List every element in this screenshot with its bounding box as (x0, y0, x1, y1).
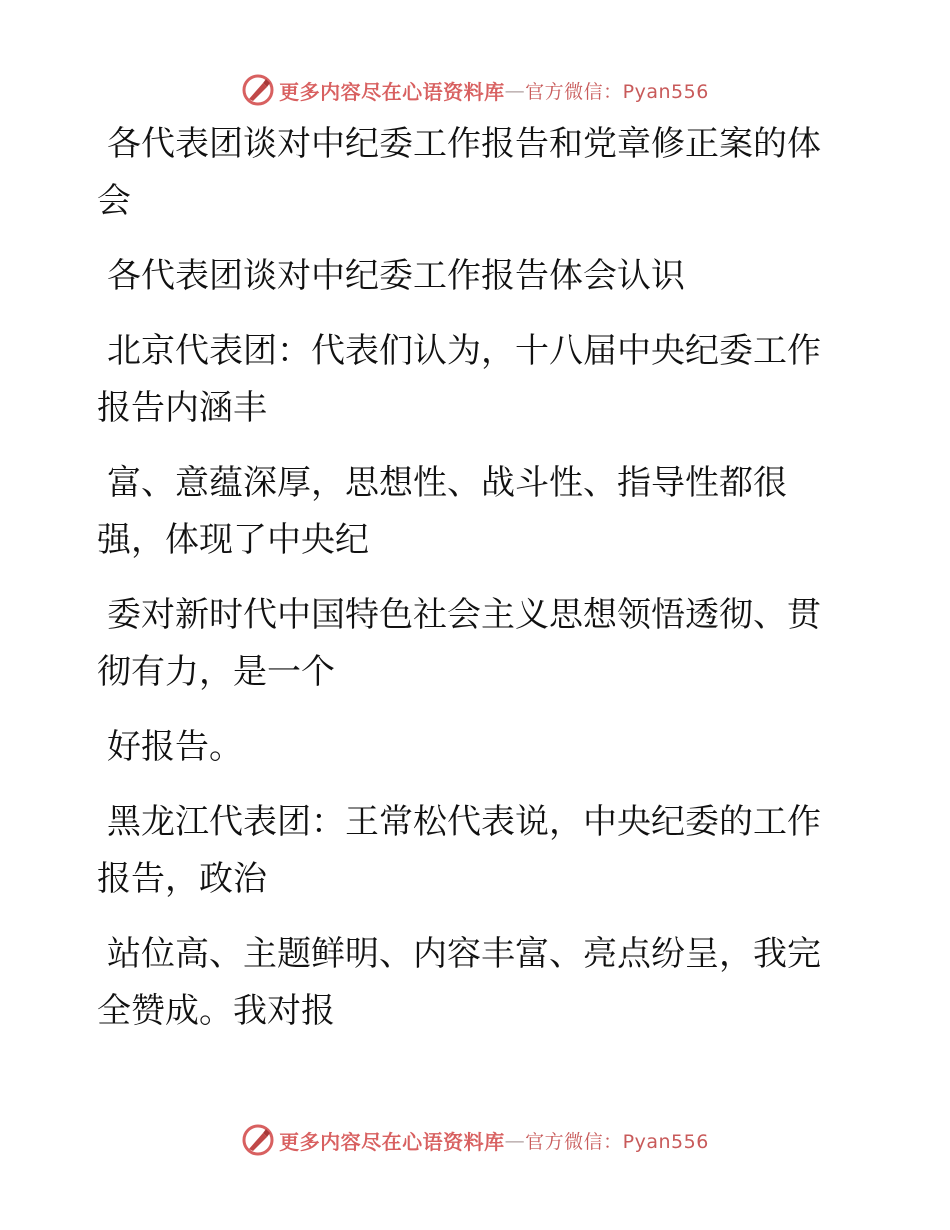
paragraph: 委对新时代中国特色社会主义思想领悟透彻、贯彻有力，是一个 (97, 595, 821, 692)
paragraph-title: 各代表团谈对中纪委工作报告和党章修正案的体会 (97, 124, 821, 221)
footer-dash: — (504, 1128, 526, 1152)
paragraph: 北京代表团：代表们认为，十八届中央纪委工作报告内涵丰 (97, 331, 821, 428)
header-watermark (0, 70, 950, 110)
paragraph: 站位高、主题鲜明、内容丰富、亮点纷呈，我完全赞成。我对报 (97, 934, 821, 1031)
paragraph-subtitle: 各代表团谈对中纪委工作报告体会认识 (107, 256, 685, 296)
pen-logo-icon (241, 1123, 275, 1157)
pen-logo-icon (241, 73, 275, 107)
footer-brand-text: 更多内容尽在心语资料库 (279, 1129, 505, 1154)
footer-watermark (0, 1120, 950, 1160)
document-body (97, 116, 837, 1058)
paragraph: 富、意蕴深厚，思想性、战斗性、指导性都很强，体现了中央纪 (97, 463, 787, 560)
paragraph: 黑龙江代表团：王常松代表说，中央纪委的工作报告，政治 (97, 802, 821, 899)
header-dash: — (504, 78, 526, 102)
header-wechat-text: 官方微信：Pyan556 (525, 80, 709, 103)
footer-wechat-text: 官方微信：Pyan556 (525, 1130, 709, 1153)
header-brand-text: 更多内容尽在心语资料库 (279, 79, 505, 104)
paragraph: 好报告。 (107, 727, 243, 767)
